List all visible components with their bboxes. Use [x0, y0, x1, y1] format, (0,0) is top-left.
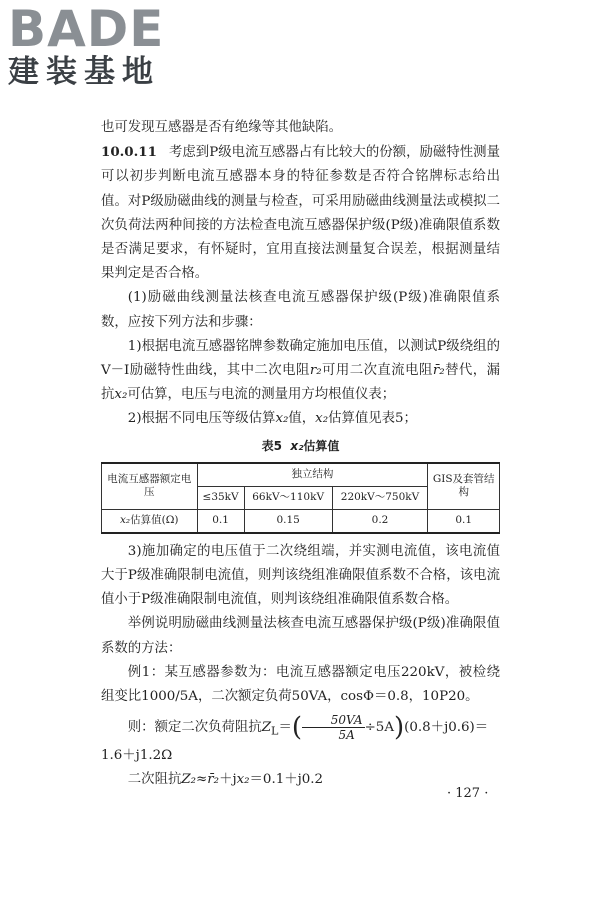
table-header-cell: 66kV～110kV: [244, 486, 332, 509]
table-header-row: [102, 463, 500, 487]
table-cell: 0.2: [332, 509, 428, 533]
logo-brand: BADE: [8, 0, 165, 58]
table-cell: 0.1: [428, 509, 500, 533]
document-body: [101, 116, 500, 793]
variable: x₂: [275, 411, 289, 427]
formula-line: 二次阻抗Z₂≈r̄₂＋jx₂＝0.1＋j0.2: [127, 772, 324, 788]
table-header-cell: 独立结构: [197, 463, 428, 487]
table-cell: 0.15: [244, 509, 332, 533]
estimate-table: [101, 462, 500, 534]
page-number: · 127 ·: [447, 786, 489, 801]
logo-subtitle: 建装基地: [8, 54, 160, 90]
table-header-cell: 220kV～750kV: [332, 486, 428, 509]
paragraph: 3)施加确定的电压值于二次绕组端，并实测电流值，该电流值大于P级准确限制电流值，则判该绕组准确限值系数不合格，该电流值小于P级准确限制电流值，则判该绕组准确限值系数合格。: [101, 543, 500, 608]
variable: r₂: [309, 363, 322, 379]
formula-line: 则：额定二次负荷阻抗$Z_L=$( $\frac{50VA}{5A}$ ÷5A)(0.8＋j0.6)＝: [127, 712, 489, 743]
table-row: [102, 509, 500, 533]
logo: [8, 0, 188, 92]
table-title: 表5 x₂估算值: [261, 438, 340, 453]
paragraph: 也可发现互感器是否有绝缘等其他缺陷。: [101, 120, 343, 135]
paragraph: 举例说明励磁曲线测量法核查电流互感器保护级(P级)准确限值系数的方法：: [101, 616, 500, 656]
paragraph: 2)根据不同电压等级估算x₂值，x₂估算值见表5；: [127, 411, 417, 427]
table-header-cell: ≤35kV: [197, 486, 244, 509]
formula-result: 1.6＋j1.2Ω: [101, 748, 173, 764]
variable: r̄₂: [432, 363, 445, 379]
fraction: $\frac{50VA}{5A}$: [302, 713, 365, 742]
table-row-label: x₂估算值(Ω): [102, 509, 198, 533]
variable: x₂: [114, 387, 128, 403]
table-header-cell: GIS及套管结构: [428, 463, 500, 510]
paragraph: (1)励磁曲线测量法核查电流互感器保护级(P级)准确限值系数，应按下列方法和步骤：: [101, 290, 500, 330]
clause-text: 考虑到P级电流互感器占有比较大的份额，励磁特性测量可以初步判断电流互感器本身的特征参数是否符合铭牌标志给出值。对P级励磁曲线的测量与检查，可采用励磁曲线测量法或模拟二次负荷法两种间接的方法检查电流互感器保护级(P级)准确限值系数是否满足要求，有怀疑时，宜用直接法测量复合误差，根据测量结果判定是否合格。: [101, 145, 500, 282]
paragraph: 1)根据电流互感器铭牌参数确定施加电压值，以测试P级绕组的V－I励磁特性曲线，其中二次电阻r₂可用二次直流电阻r̄₂替代，漏抗x₂可估算，电压与电流的测量用方均根值仪表；: [101, 338, 500, 403]
variable: x₂: [315, 411, 329, 427]
table-cell: 0.1: [197, 509, 244, 533]
clause-number: 10.0.11: [101, 144, 157, 161]
clause-paragraph: [101, 140, 500, 286]
table-header-cell: 电流互感器额定电压: [102, 463, 198, 510]
paragraph: 例1：某互感器参数为：电流互感器额定电压220kV，被检绕组变比1000/5A，二次额定负荷50VA，cosΦ＝0.8，10P20。: [101, 664, 500, 705]
